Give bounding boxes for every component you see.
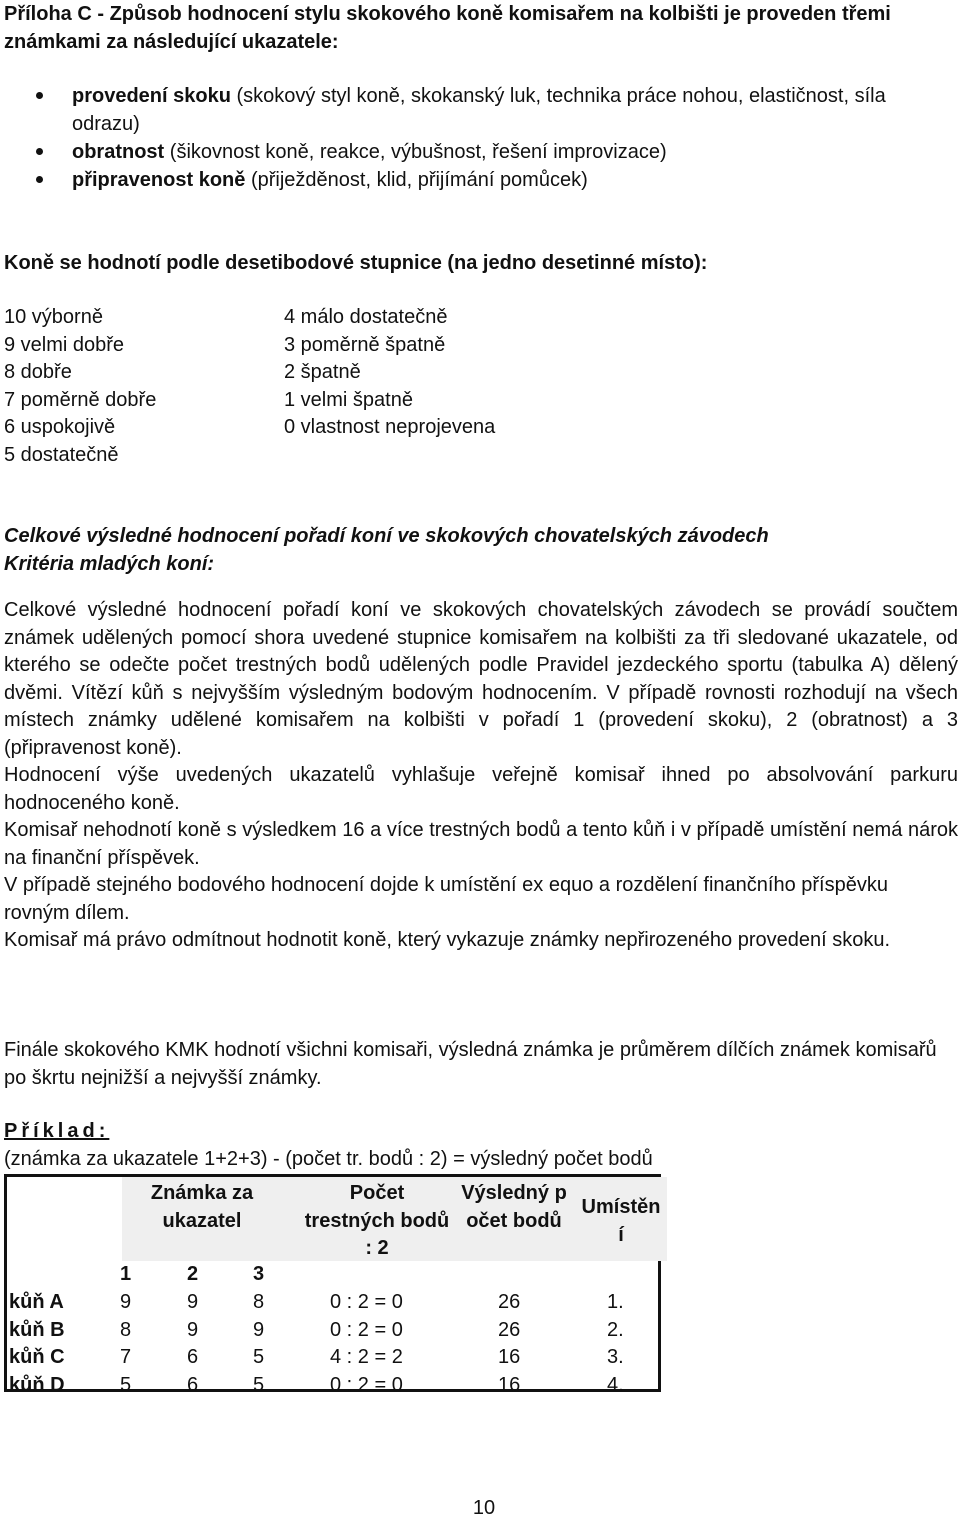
indicator-name: obratnost — [72, 141, 165, 163]
example-label-text: Příklad: — [4, 1120, 110, 1142]
mark-1: 7 — [120, 1346, 132, 1368]
header-place: Umístění — [581, 1196, 661, 1246]
finale-paragraph: Finále skokového KMK hodnotí všichni komisaři, výsledná známka je průměrem dílčích známek komisařů po škrtu nejnižší a nejvyšší známky. — [4, 1039, 937, 1089]
grade-right: 3 poměrně špatně — [284, 333, 446, 356]
result-value: 26 — [498, 1291, 521, 1313]
grade-row — [4, 359, 958, 387]
penalty-value: 0 : 2 = 0 — [330, 1291, 403, 1313]
penalty-value: 0 : 2 = 0 — [330, 1373, 403, 1396]
grade-row — [4, 304, 958, 332]
mark-1: 8 — [120, 1318, 132, 1341]
indicator-name: provedení skoku — [72, 85, 231, 107]
horse-name: kůň A — [9, 1291, 64, 1313]
mark-2: 9 — [187, 1291, 199, 1313]
scale-heading: Koně se hodnotí podle desetibodové stupnice (na jedno desetinné místo): — [4, 252, 708, 274]
result-value: 16 — [498, 1373, 521, 1396]
indicator-detail: (přiježděnost, klid, přijímání pomůcek) — [250, 169, 588, 191]
paragraph: Komisař má právo odmítnout hodnotit koně, který vykazuje známky nepřirozeného provedení skoku. — [4, 929, 891, 951]
grade-row — [4, 332, 958, 360]
horse-name: kůň D — [9, 1373, 65, 1396]
place-value: 2. — [607, 1318, 624, 1341]
indicator-name: připravenost koně — [72, 169, 246, 191]
list-item — [4, 166, 958, 194]
grade-right: 2 špatně — [284, 361, 361, 383]
indicator-number: 2 — [187, 1263, 199, 1285]
overall-heading-line-2: Kritéria mladých koní: — [4, 552, 215, 575]
page-number: 10 — [472, 1497, 496, 1519]
paragraph: Komisař nehodnotí koně s výsledkem 16 a více trestných bodů a tento kůň i v případě umístění nemá nárok na finanční příspěvek. — [4, 819, 958, 869]
result-value: 16 — [498, 1346, 521, 1368]
grade-left: 6 uspokojivě — [4, 416, 116, 438]
grade-row — [4, 387, 958, 415]
indicator-detail: (šikovnost koně, reakce, výbušnost, řešení improvizace) — [169, 141, 667, 163]
grade-left: 10 výborně — [4, 306, 103, 328]
mark-3: 5 — [253, 1373, 265, 1396]
indicator-number: 3 — [253, 1263, 265, 1285]
indicator-number: 1 — [120, 1263, 132, 1285]
horse-name: kůň B — [9, 1318, 65, 1341]
bullet-icon — [36, 92, 43, 99]
grade-right: 0 vlastnost neprojevena — [284, 416, 496, 438]
mark-3: 9 — [253, 1318, 265, 1341]
indicator-list — [4, 82, 958, 194]
grade-left: 9 velmi dobře — [4, 333, 125, 356]
paragraph: Celkové výsledné hodnocení pořadí koní ve skokových chovatelských závodech se provádí součtem známek udělených pomocí shora uvedené stupnice komisařem na kolbišti za tři sledované ukazatele, od kterého se odečte počet trestných bodů udělených podle Pravidel jezdeckého sportu (tabulka A) dělený dvěmi. Vítězí kůň s nejvyšším výsledným bodovým hodnocením. V případě rovnosti rozhodují na všech místech známky udělené komisařem na kolbišti v pořadí 1 (provedení skoku), 2 (obratnost) a 3 (připravenost koně). — [4, 599, 958, 759]
result-value: 26 — [498, 1318, 521, 1341]
header-result: Výsledný počet bodů — [461, 1182, 567, 1232]
bullet-icon — [36, 148, 43, 155]
mark-2: 9 — [187, 1318, 199, 1341]
grade-left: 8 dobře — [4, 361, 72, 383]
page-title: Příloha C - Způsob hodnocení stylu skokového koně komisařem na kolbišti je proveden třemi známkami za následující ukazatele: — [4, 3, 891, 53]
grade-left: 7 poměrně dobře — [4, 388, 157, 411]
place-value: 3. — [607, 1346, 624, 1368]
grade-right: 4 málo dostatečně — [284, 306, 448, 328]
overall-heading-line-1: Celkové výsledné hodnocení pořadí koní ve skokových chovatelských závodech — [4, 525, 769, 547]
penalty-value: 0 : 2 = 0 — [330, 1318, 403, 1341]
mark-2: 6 — [187, 1346, 199, 1368]
list-item — [4, 82, 958, 138]
grade-scale — [4, 304, 958, 469]
mark-1: 5 — [120, 1373, 132, 1396]
example-table — [4, 1174, 661, 1396]
paragraph: Hodnocení výše uvedených ukazatelů vyhlašuje veřejně komisař ihned po absolvování parkuru hodnoceného koně. — [4, 764, 958, 814]
mark-1: 9 — [120, 1291, 132, 1313]
horse-name: kůň C — [9, 1346, 65, 1368]
mark-2: 6 — [187, 1373, 199, 1396]
overall-heading — [4, 523, 958, 578]
rules-text — [4, 597, 958, 955]
place-value: 4. — [607, 1373, 624, 1396]
example-label — [4, 1118, 109, 1146]
grade-left: 5 dostatečně — [4, 443, 119, 466]
indicator-detail: (skokový styl koně, skokanský luk, technika práce nohou, elastičnost, síla odrazu) — [72, 85, 886, 135]
paragraph: V případě stejného bodového hodnocení dojde k umístění ex equo a rozdělení finančního příspěvku rovným dílem. — [4, 874, 888, 924]
header-marks: Známka za ukazatel — [150, 1182, 254, 1232]
mark-3: 8 — [253, 1291, 265, 1313]
bullet-icon — [36, 176, 43, 183]
grade-row — [4, 442, 958, 470]
example-formula: (známka za ukazatele 1+2+3) - (počet tr. bodů : 2) = výsledný počet bodů — [4, 1148, 653, 1170]
place-value: 1. — [607, 1291, 624, 1313]
mark-3: 5 — [253, 1346, 265, 1368]
grade-row — [4, 414, 958, 442]
header-penalty: Počet trestných bodů : 2 — [304, 1182, 450, 1259]
penalty-value: 4 : 2 = 2 — [330, 1346, 403, 1368]
list-item — [4, 138, 958, 166]
grade-right: 1 velmi špatně — [284, 388, 413, 411]
